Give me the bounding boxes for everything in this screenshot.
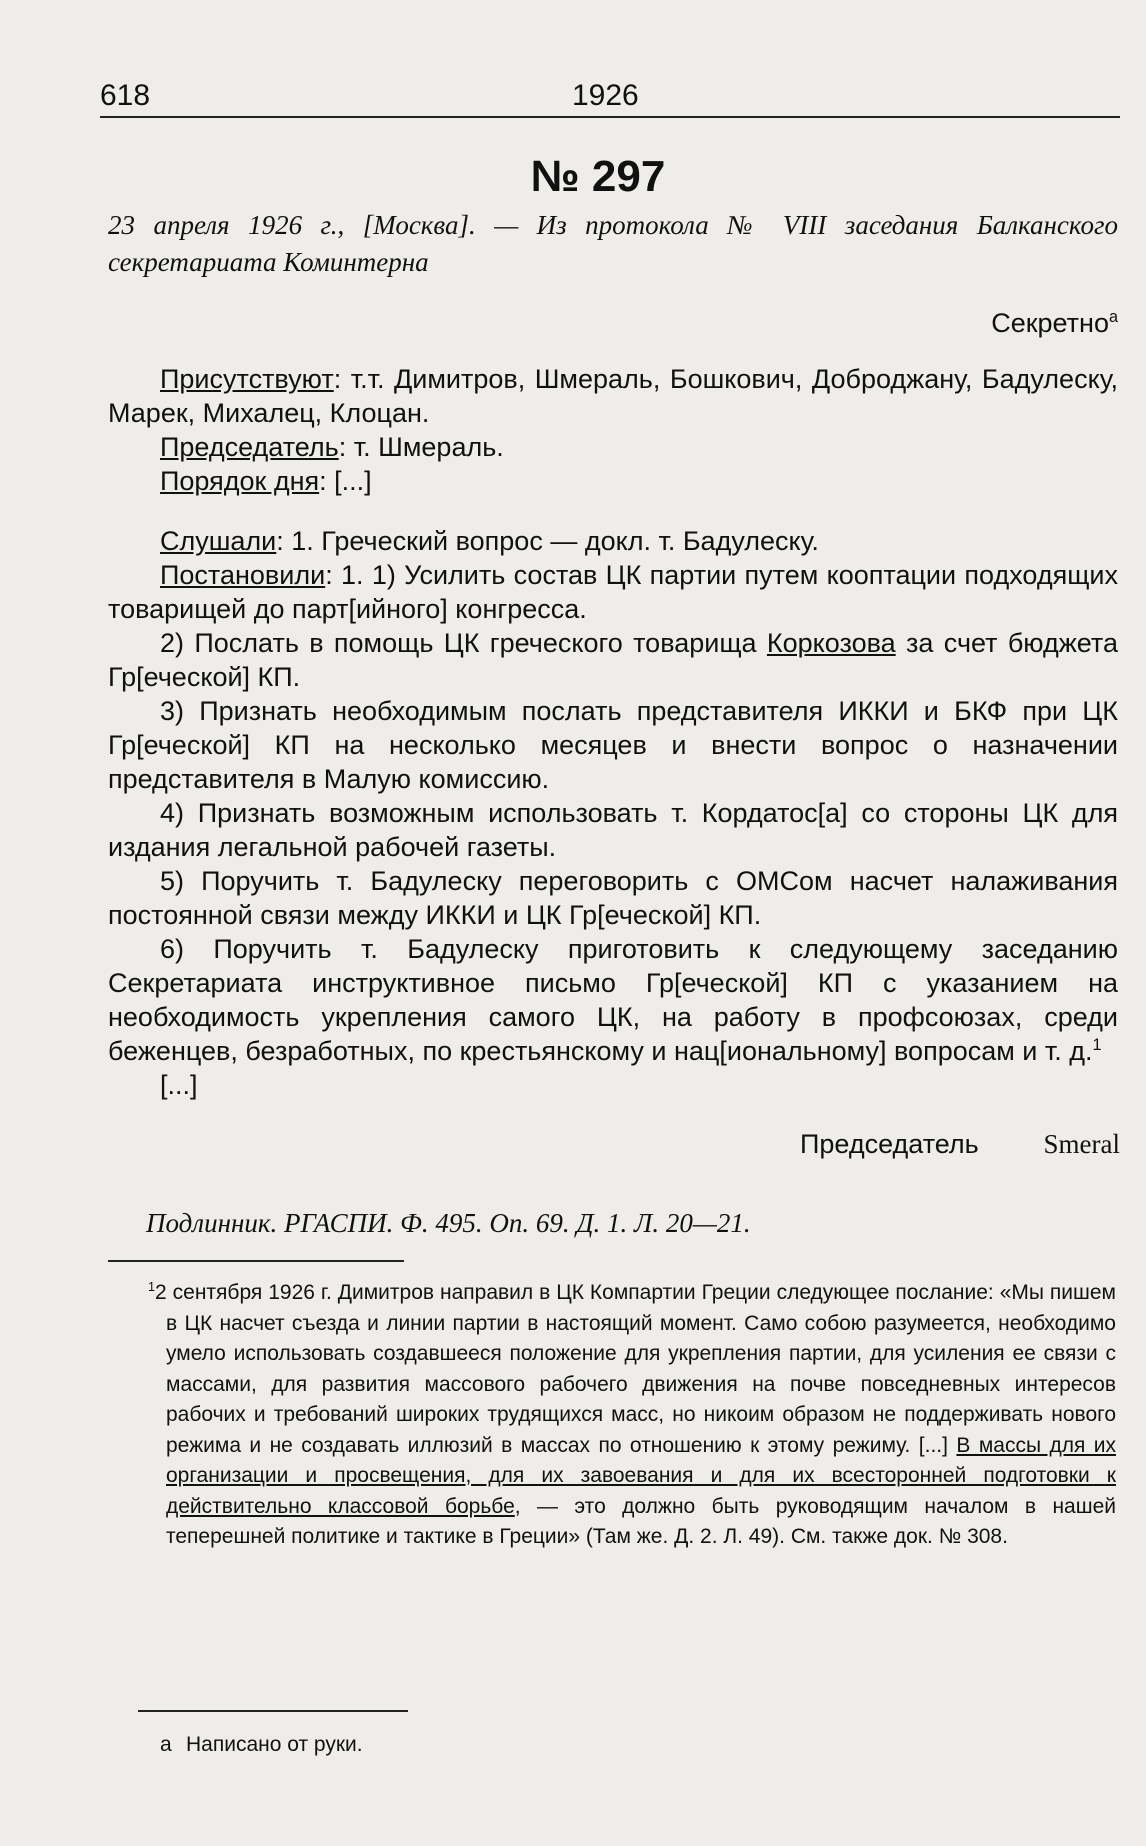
document-number: № 297 [530,152,666,201]
resolution-item-6 [108,932,1118,1068]
footnote-1 [148,1278,1116,1553]
present-text: : т.т. Димитров, Шмераль, Бошкович, Доброджану, Бадулеску, Марек, Михалец, Клоцан. [108,364,1118,428]
running-title: 1926 [572,79,639,112]
signature-title: Председатель [800,1129,979,1159]
document-heading: 23 апреля 1926 г., [Москва]. — Из протокола № VIII заседания Балканского секретариата Коминтерна [108,210,1118,277]
signature-name: Smeral [1043,1129,1120,1159]
resolved-text: : 1. 1) Усилить состав ЦК партии путем кооптации подходящих товарищей до парт[ийного] конгресса. [108,560,1118,624]
heard-text: : 1. Греческий вопрос — докл. т. Бадулеску. [276,526,819,556]
resolution-item-5: 5) Поручить т. Бадулеску переговорить с ОМСом насчет налаживания постоянной связи между ИККИ и ЦК Гр[еческой] КП. [108,866,1118,930]
item2-before: 2) Послать в помощь ЦК греческого товарища [160,628,767,658]
chair-paragraph [108,430,1118,464]
omission-mark: [...] [160,1070,198,1100]
footnote-a-text: Написано от руки. [186,1733,363,1756]
item2-after: за счет бюджета Гр[еческой] КП. [108,628,1118,692]
chair-label: Председатель [160,432,339,462]
classification-text: Секретно [991,308,1109,338]
footnote-a-rule [138,1710,408,1712]
header-rule [100,116,1120,118]
heard-label: Слушали [160,526,277,556]
footnote-a [160,1730,363,1760]
resolved-label: Постановили [160,560,326,590]
resolution-item-2 [108,626,1118,694]
footnote-1-text: 2 сентября 1926 г. Димитров направил в ЦК Компартии Греции следующее послание: «Мы пишем в ЦК насчет съезда и линии партии в настоящий момент. Само собою разумеется, необходимо умело использовать создавшееся положение для укрепления партии, для усиления ее связи с массами, для развития массового рабочего движения на почве повседневных интересов рабочих и требований широких трудящихся масс, но никоим образом не поддерживать нового режима и не создавать иллюзий в массах по отношению к этому режиму. [...] [155,1281,1116,1457]
footnote-1-reference: 1 [1092,1036,1102,1054]
minutes-body [108,362,1118,1102]
footnote-1-underlined: В массы для их организации и просвещения, для их завоевания и для их всесторонней подготовки к действительно классовой борьбе [166,1433,1116,1518]
footnote-1-mark: 1 [148,1280,156,1294]
agenda-label: Порядок дня [160,466,320,496]
signature-line [100,1127,1120,1161]
resolution-item-3: 3) Признать необходимым послать представителя ИККИ и БКФ при ЦК Гр[еческой] КП на несколько месяцев и внести вопрос о назначении представителя в Малую комиссию. [108,696,1118,794]
agenda-text: : [...] [319,466,372,496]
item2-name: Коркозова [766,628,896,658]
page-header [100,78,1120,114]
archive-source: Подлинник. РГАСПИ. Ф. 495. Оп. 69. Д. 1. Л. 20—21. [146,1208,751,1238]
paragraph-gap [108,498,1118,524]
resolved-paragraph [108,558,1118,626]
agenda-paragraph [108,464,1118,498]
page-number: 618 [100,79,151,112]
chair-text: : т. Шмераль. [338,432,504,462]
footnote-a-mark: а [160,1733,172,1756]
classification-note-mark: а [1108,308,1118,326]
footnote-1-tail: , — это должно быть руководящим началом в нашей теперешней политике и тактике в Греции» (Там же. Д. 2. Л. 49). См. также док. № 308. [166,1494,1116,1548]
present-paragraph [108,362,1118,430]
resolution-item-4: 4) Признать возможным использовать т. Кордатос[а] со стороны ЦК для издания легальной рабочей газеты. [108,798,1118,862]
classification-stamp [991,306,1118,340]
footnote-rule [108,1260,404,1262]
heard-paragraph [108,524,1118,558]
present-label: Присутствуют [160,364,334,394]
item6-text: 6) Поручить т. Бадулеску приготовить к следующему заседанию Секретариата инструктивное письмо Гр[еческой] КП с указанием на необходимость укрепления самого ЦК, на работу в профсоюзах, среди беженцев, безработных, по крестьянскому и нац[иональному] вопросам и т. д. [108,934,1118,1066]
